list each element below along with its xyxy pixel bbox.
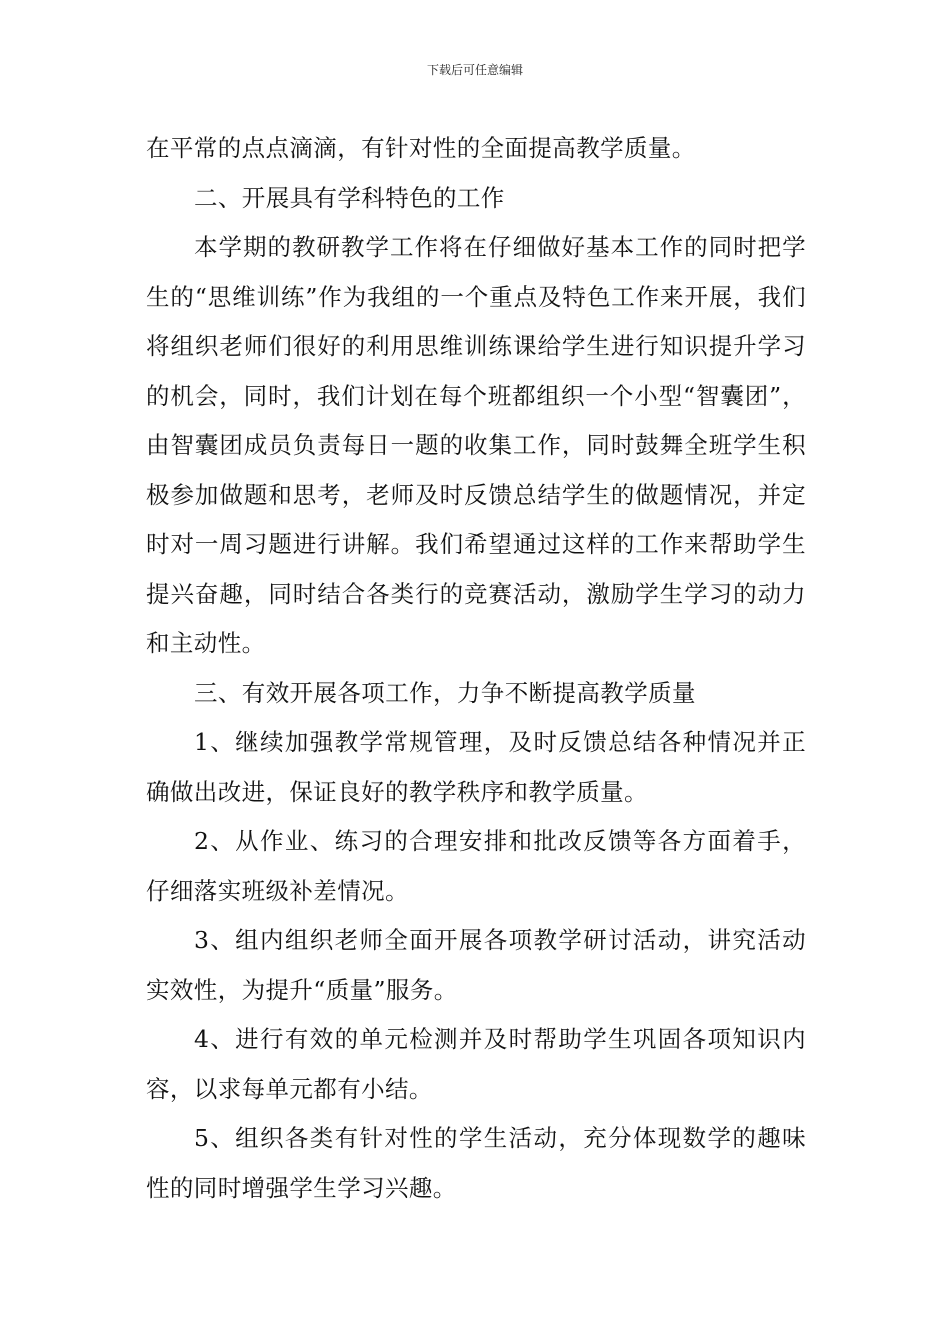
page-header: 下载后可任意编辑 bbox=[426, 63, 523, 77]
list-item-5: 5、组织各类有针对性的学生活动，充分体现数学的趣味性的同时增强学生学习兴趣。 bbox=[146, 1124, 806, 1202]
list-item-2: 2、从作业、练习的合理安排和批改反馈等各方面着手，仔细落实班级补差情况。 bbox=[146, 827, 806, 905]
list-item-3: 3、组内组织老师全面开展各项教学研讨活动，讲究活动实效性，为提升“质量”服务。 bbox=[146, 926, 806, 1004]
list-item-1: 1、继续加强教学常规管理，及时反馈总结各种情况并正确做出改进，保证良好的教学秩序和教学质量。 bbox=[146, 728, 806, 806]
paragraph-continuation: 在平常的点点滴滴，有针对性的全面提高教学质量。 bbox=[146, 134, 696, 162]
list-item-4: 4、进行有效的单元检测并及时帮助学生巩固各项知识内容，以求每单元都有小结。 bbox=[146, 1025, 806, 1103]
section-heading-3: 三、有效开展各项工作，力争不断提高教学质量 bbox=[194, 678, 696, 707]
paragraph-thinking-training: 本学期的教研教学工作将在仔细做好基本工作的同时把学生的“思维训练”作为我组的一个重点及特色工作来开展，我们将组织老师们很好的利用思维训练课给学生进行知识提升学习的机会，同时，我们计划在每个班都组织一个小型“智囊团”，由智囊团成员负责每日一题的收集工作，同时鼓舞全班学生积极参加做题和思考，老师及时反馈总结学生的做题情况，并定时对一周习题进行讲解。我们希望通过这样的工作来帮助学生提兴奋趣，同时结合各类行的竞赛活动，激励学生学习的动力和主动性。 bbox=[146, 233, 806, 657]
section-heading-2: 二、开展具有学科特色的工作 bbox=[194, 183, 505, 212]
document-body bbox=[146, 124, 806, 1213]
